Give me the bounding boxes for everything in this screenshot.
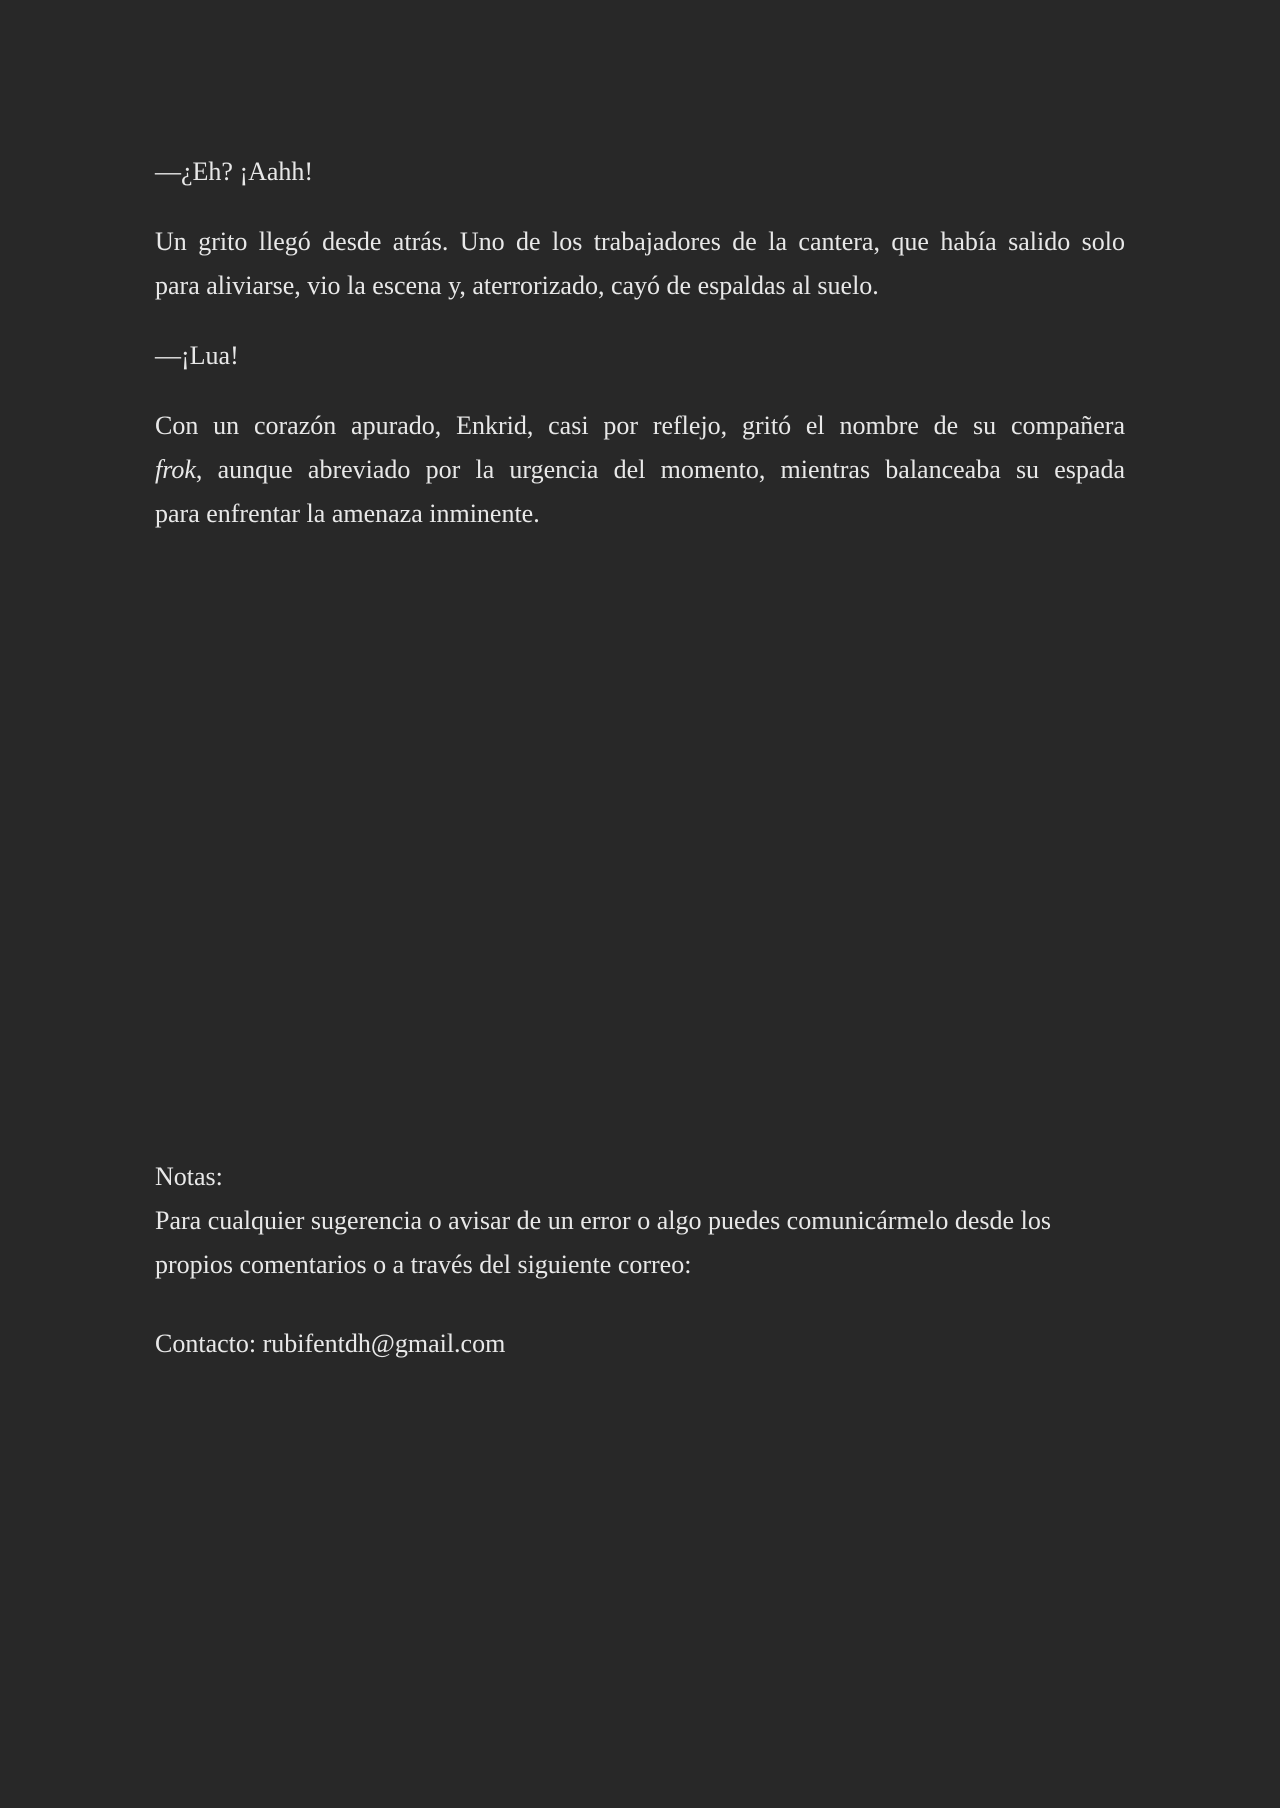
document-page [155, 0, 1125, 1808]
contact-email[interactable]: rubifentdh@gmail.com [262, 1329, 506, 1358]
contact-row [155, 1322, 1125, 1366]
paragraph-line-rest: , aunque abreviado por la urgencia del momento, mientras balanceaba su espada [195, 455, 1125, 484]
paragraph-enkrid [155, 404, 1125, 536]
notes-text-line: Para cualquier sugerencia o avisar de un error o algo puedes comunicármelo desde los [155, 1206, 1051, 1235]
contact-line [155, 1322, 1125, 1366]
notes-label: Notas: [155, 1162, 223, 1191]
dialogue-line-2 [155, 334, 1125, 378]
dialogue-text: —¡Lua! [155, 341, 239, 370]
contact-label: Contacto: [155, 1329, 257, 1358]
paragraph-line: para aliviarse, vio la escena y, aterrorizado, cayó de espaldas al suelo. [155, 271, 879, 300]
italic-term: frok [155, 455, 196, 484]
dialogue-line-1 [155, 150, 1125, 194]
dialogue-text: —¿Eh? ¡Aahh! [155, 157, 314, 186]
notes-section [155, 1155, 1125, 1287]
notes-text-line: propios comentarios o a través del siguiente correo: [155, 1250, 692, 1279]
paragraph-line: Un grito llegó desde atrás. Uno de los trabajadores de la cantera, que había salido solo [155, 227, 1125, 256]
paragraph-line [155, 448, 1125, 492]
paragraph-line: Con un corazón apurado, Enkrid, casi por reflejo, gritó el nombre de su compañera [155, 411, 1125, 440]
paragraph-scream [155, 220, 1125, 308]
paragraph-line: para enfrentar la amenaza inminente. [155, 499, 540, 528]
